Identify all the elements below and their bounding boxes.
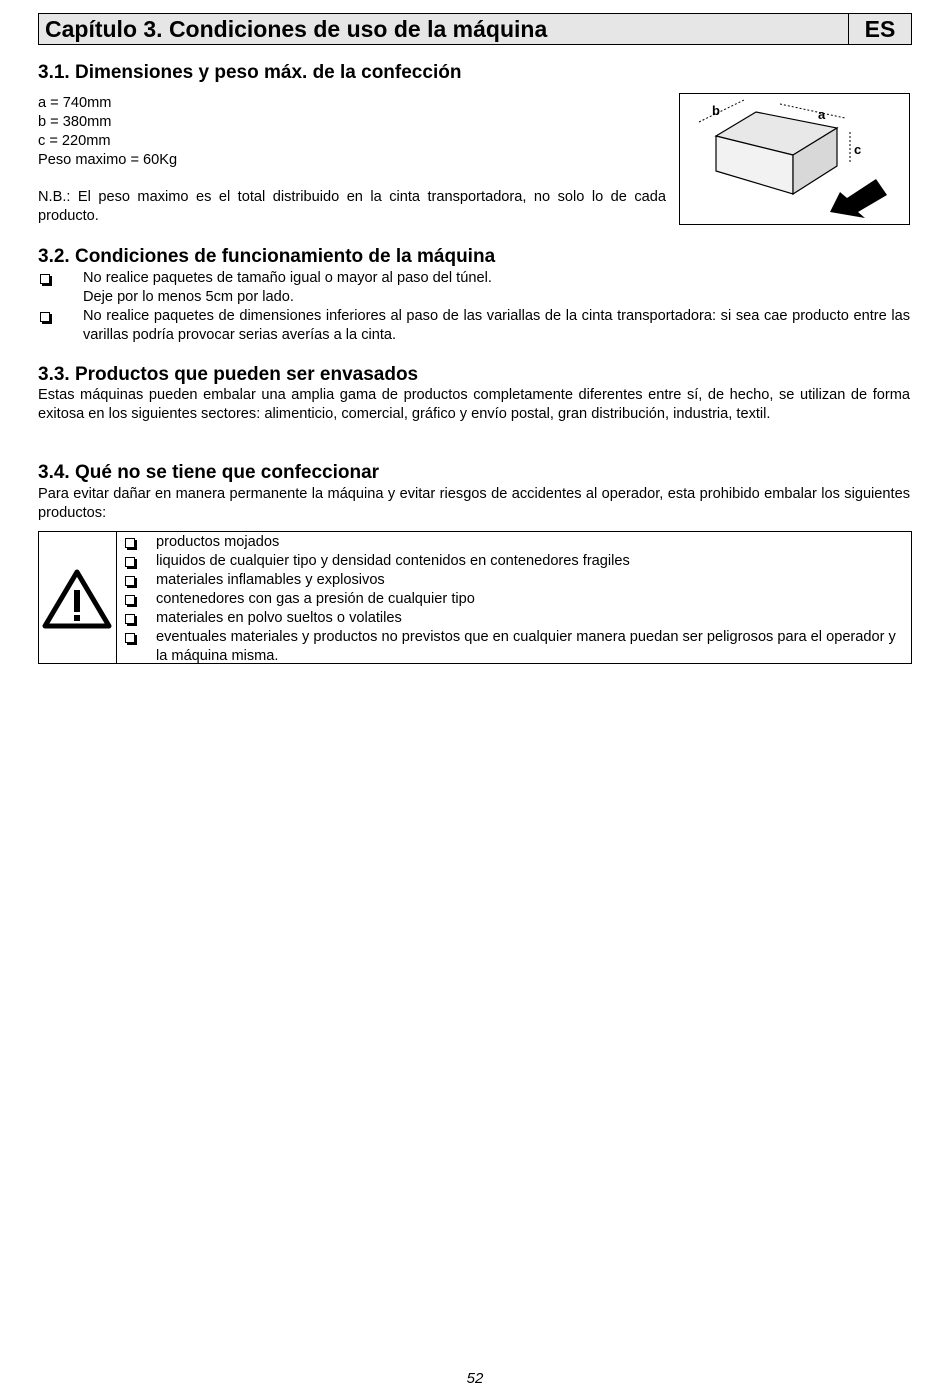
section-3-3-heading: 3.3. Productos que pueden ser envasados [38,364,419,385]
operating-conditions-list [38,269,910,345]
dimension-b: b = 380mm [38,114,112,130]
list-item: productos mojados [117,533,911,552]
checkbox-bullet-icon [125,576,135,586]
list-item: materiales inflamables y explosivos [117,571,911,590]
warning-triangle-icon [39,532,115,663]
chapter-header [38,13,912,45]
weight-note: N.B.: El peso maximo es el total distribuido en la cinta transportadora, no solo lo de cada producto. [38,189,666,224]
package-box-illustration [680,94,909,224]
checkbox-bullet-icon [125,614,135,624]
section-3-1-heading: 3.1. Dimensiones y peso máx. de la confección [38,62,462,83]
checkbox-bullet-icon [40,312,50,322]
section-3-4-heading: 3.4. Qué no se tiene que confeccionar [38,462,380,483]
checkbox-bullet-icon [125,595,135,605]
list-item: liquidos de cualquier tipo y densidad contenidos en contenedores fragiles [117,552,911,571]
language-code: ES [864,16,896,42]
dimension-list [38,94,177,170]
prohibited-products-table [38,531,912,664]
list-item: materiales en polvo sueltos o volatiles [117,609,911,628]
section-3-4-body: Para evitar dañar en manera permanente la máquina y evitar riesgos de accidentes al operador, esta prohibido embalar los siguientes productos: [38,486,910,521]
chapter-title: Capítulo 3. Condiciones de uso de la máquina [39,14,849,44]
list-item: contenedores con gas a presión de cualquier tipo [117,590,911,609]
checkbox-bullet-icon [40,274,50,284]
dimension-c: c = 220mm [38,133,111,149]
checkbox-bullet-icon [125,557,135,567]
section-3-2-heading: 3.2. Condiciones de funcionamiento de la máquina [38,246,496,267]
prohibited-products-list [117,532,911,663]
label-a: a [818,107,826,122]
list-item: No realice paquetes de tamaño igual o mayor al paso del túnel. [38,269,910,288]
package-dimension-figure [679,93,910,225]
label-b: b [712,103,720,118]
max-weight: Peso maximo = 60Kg [38,152,178,168]
page-number: 52 [466,1370,484,1387]
list-item: No realice paquetes de dimensiones inferiores al paso de las variallas de la cinta transportadora: si sea cae producto entre las varillas podría provocar serias averías a la cinta. [38,307,910,345]
list-item: eventuales materiales y productos no previstos que en cualquier manera puedan ser peligrosos para el operador y la máquina misma. [117,628,911,666]
checkbox-bullet-icon [125,633,135,643]
feed-direction-arrow-icon [830,179,887,218]
list-item: Deje por lo menos 5cm por lado. [83,289,294,305]
checkbox-bullet-icon [125,538,135,548]
dimension-a: a = 740mm [38,95,112,111]
label-c: c [854,142,862,157]
section-3-3-body: Estas máquinas pueden embalar una amplia gama de productos completamente diferentes entre sí, de hecho, se utilizan de forma exitosa en los siguientes sectores: alimenticio, comercial, gráfico y envío postal, gran distribución, industria, textil. [38,387,910,422]
